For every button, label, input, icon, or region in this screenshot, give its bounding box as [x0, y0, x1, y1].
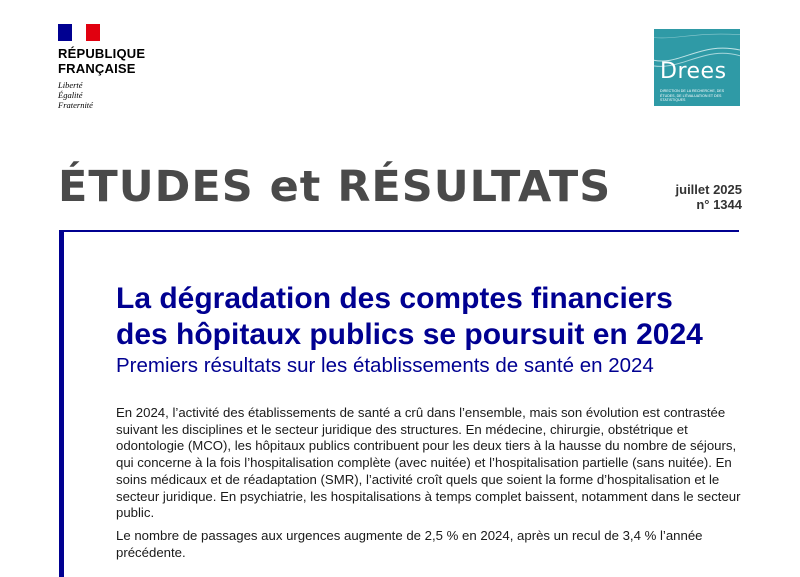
article-title-line1: La dégradation des comptes financiers [116, 282, 673, 315]
article-title-line2: des hôpitaux publics se poursuit en 2024 [116, 318, 703, 351]
republic-name-line2: FRANÇAISE [58, 61, 136, 76]
republic-motto [58, 80, 178, 110]
frame-left-rule [59, 230, 64, 577]
motto-liberte: Liberté [58, 80, 83, 90]
motto-egalite: Égalité [58, 90, 83, 100]
frame-top-rule [59, 230, 739, 232]
publication-meta [676, 182, 742, 212]
french-flag-icon [58, 24, 100, 41]
publication-date: juillet 2025 [675, 182, 742, 197]
publication-number: n° 1344 [696, 197, 742, 212]
drees-logo [654, 29, 740, 106]
article-subtitle: Premiers résultats sur les établissements de santé en 2024 [116, 354, 654, 377]
republique-francaise-logo [58, 24, 178, 110]
republic-name [58, 46, 178, 76]
abstract-paragraph-2: Le nombre de passages aux urgences augmente de 2,5 % en 2024, après un recul de 3,4 % l’année précédente. [116, 527, 703, 560]
abstract-paragraph-1: En 2024, l’activité des établissements de santé a crû dans l’ensemble, mais son évolution est contrastée suivant les disciplines et le secteur juridique des structures. En médecine, chirurgie, obstétrique et odontologie (MCO), les hôpitaux publics contribuent pour les deux tiers à la hausse du nombre de séjours, qui concerne à la fois l’hospitalisation complète (avec nuitée) et l’hospitalisation partielle (sans nuitée). En soins médicaux et de réadaptation (SMR), l’activité croît quels que soient la forme d’hospitalisation et le secteur juridique. En psychiatrie, les hospitalisations à temps complet baissent, notamment dans le secteur public. [116, 405, 741, 521]
motto-fraternite: Fraternité [58, 100, 93, 110]
republic-name-line1: RÉPUBLIQUE [58, 46, 146, 61]
article-title [116, 281, 703, 353]
drees-subtitle: DIRECTION DE LA RECHERCHE, DES ÉTUDES, DE L'ÉVALUATION ET DES STATISTIQUES [660, 89, 725, 102]
series-title: ÉTUDES et RÉSULTATS [58, 162, 612, 212]
drees-wordmark: Drees [660, 59, 727, 84]
article-abstract [116, 405, 756, 567]
